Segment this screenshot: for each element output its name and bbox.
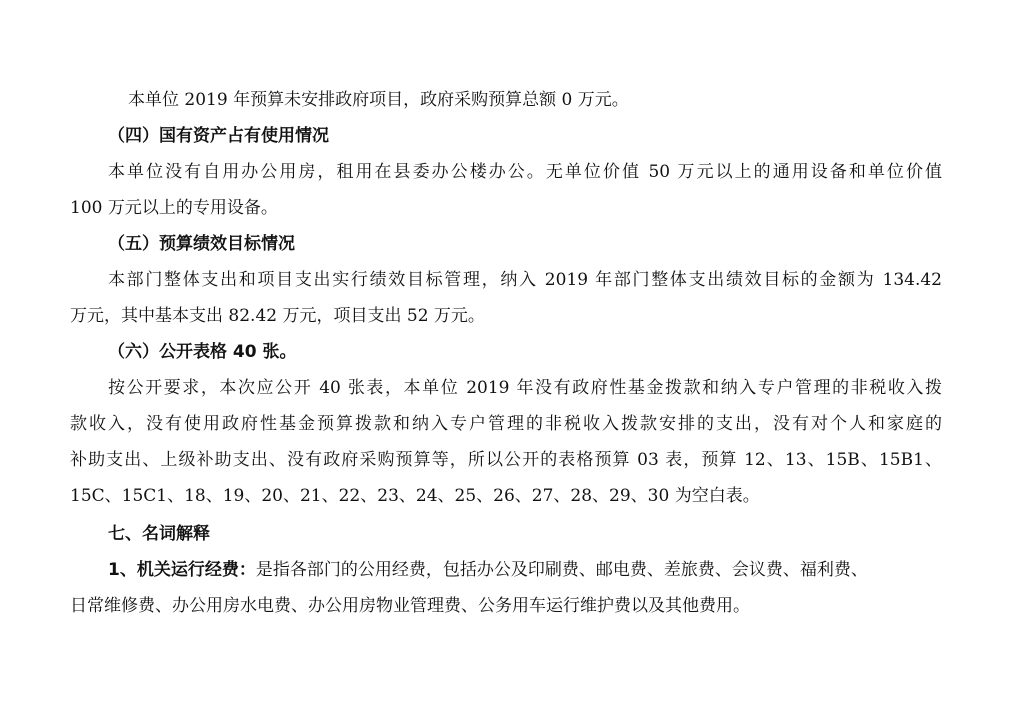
section-7-heading: 七、名词解释 <box>108 524 210 544</box>
term-1-definition: 是指各部门的公用经费，包括办公及印刷费、邮电费、差旅费、会议费、福利费、 <box>255 560 868 580</box>
section-4-line-2: 100 万元以上的专用设备。 <box>70 198 278 218</box>
term-1-label: 1、机关运行经费： <box>108 560 256 580</box>
section-4-heading: （四）国有资产占有使用情况 <box>108 126 329 146</box>
section-5-heading: （五）预算绩效目标情况 <box>108 234 295 254</box>
section-6-heading: （六）公开表格 40 张。 <box>108 342 297 362</box>
section-6-line-1: 按公开要求，本次应公开 40 张表，本单位 2019 年没有政府性基金拨款和纳入专户管理的非税收入拨 <box>108 378 942 398</box>
section-5-line-1: 本部门整体支出和项目支出实行绩效目标管理，纳入 2019 年部门整体支出绩效目标的金额为 134.42 <box>108 270 942 290</box>
section-6-line-2: 款收入，没有使用政府性基金预算拨款和纳入专户管理的非税收入拨款安排的支出，没有对个人和家庭的 <box>70 414 942 434</box>
term-1-line-1 <box>108 558 942 582</box>
term-1-line-2: 日常维修费、办公用房水电费、办公用房物业管理费、公务用车运行维护费以及其他费用。 <box>70 596 750 616</box>
paragraph-procurement-line-1: 本单位 2019 年预算未安排政府项目，政府采购预算总额 0 万元。 <box>128 90 629 110</box>
section-5-line-2: 万元，其中基本支出 82.42 万元，项目支出 52 万元。 <box>70 306 485 326</box>
section-6-line-4: 15C、15C1、18、19、20、21、22、23、24、25、26、27、28、29、30 为空白表。 <box>70 486 760 506</box>
section-4-line-1: 本单位没有自用办公用房，租用在县委办公楼办公。无单位价值 50 万元以上的通用设备和单位价值 <box>108 162 942 182</box>
section-6-line-3: 补助支出、上级补助支出、没有政府采购预算等，所以公开的表格预算 03 表，预算 12、13、15B、15B1、 <box>70 450 942 470</box>
